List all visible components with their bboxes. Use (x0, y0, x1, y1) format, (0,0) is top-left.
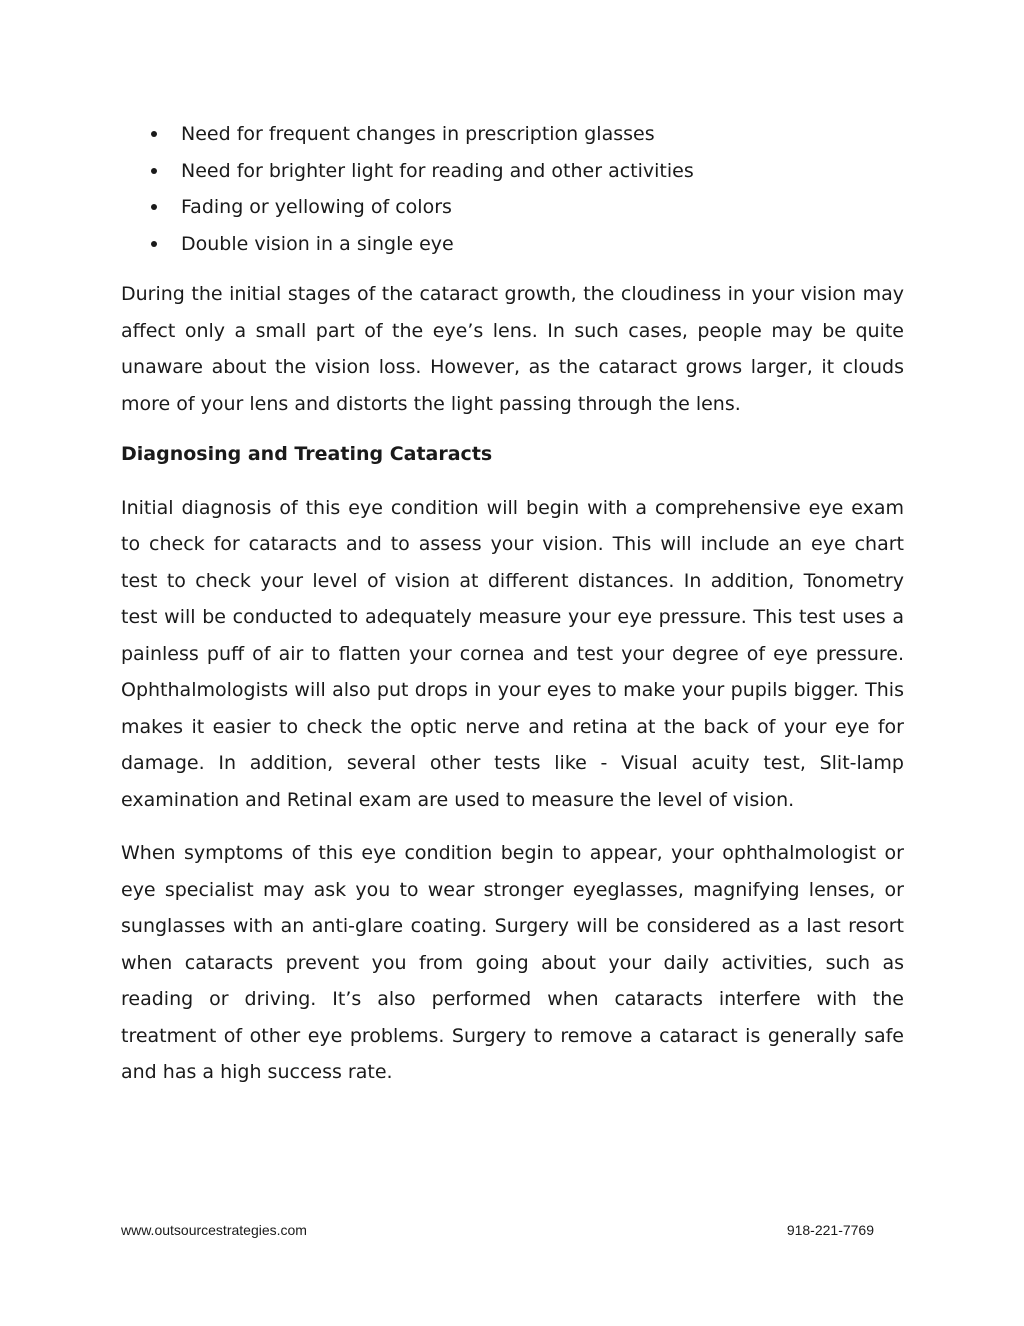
footer-website: www.outsourcestrategies.com (121, 1222, 307, 1238)
list-item (121, 189, 904, 226)
bullet-icon (151, 168, 157, 174)
list-item (121, 226, 904, 263)
page-content (121, 116, 904, 1091)
bullet-icon (151, 241, 157, 247)
list-item (121, 116, 904, 153)
list-item-text: Need for frequent changes in prescription glasses (181, 123, 655, 145)
paragraph-diagnosis: Initial diagnosis of this eye condition will begin with a comprehensive eye exam to check for cataracts and to assess your vision. This will include an eye chart test to check your level of vision at different distances. In addition, Tonometry test will be conducted to adequately measure your eye pressure. This test uses a painless puff of air to flatten your cornea and test your degree of eye pressure. Ophthalmologists will also put drops in your eyes to make your pupils bigger. This makes it easier to check the optic nerve and retina at the back of your eye for damage. In addition, several other tests like - Visual acuity test, Slit-lamp examination and Retinal exam are used to measure the level of vision. (121, 496, 904, 811)
symptom-list (121, 116, 904, 262)
bullet-icon (151, 204, 157, 210)
paragraph-cataract-growth: During the initial stages of the cataract growth, the cloudiness in your vision may affect only a small part of the eye’s lens. In such cases, people may be quite unaware about the vision loss. However, as the cataract grows larger, it clouds more of your lens and distorts the light passing through the lens. (121, 283, 904, 415)
bullet-icon (151, 131, 157, 137)
list-item-text: Need for brighter light for reading and other activities (181, 159, 694, 182)
list-item-text: Fading or yellowing of colors (181, 196, 452, 218)
footer-phone: 918-221-7769 (786, 1222, 874, 1238)
list-item (121, 153, 904, 190)
paragraph-treatment: When symptoms of this eye condition begin to appear, your ophthalmologist or eye specialist may ask you to wear stronger eyeglasses, magnifying lenses, or sunglasses with an anti-glare coating. Surgery will be considered as a last resort when cataracts prevent you from going about your daily activities, such as reading or driving. It’s also performed when cataracts interfere with the treatment of other eye problems. Surgery to remove a cataract is generally safe and has a high success rate. (121, 842, 904, 1083)
list-item-text: Double vision in a single eye (181, 232, 454, 255)
section-heading: Diagnosing and Treating Cataracts (121, 443, 493, 465)
